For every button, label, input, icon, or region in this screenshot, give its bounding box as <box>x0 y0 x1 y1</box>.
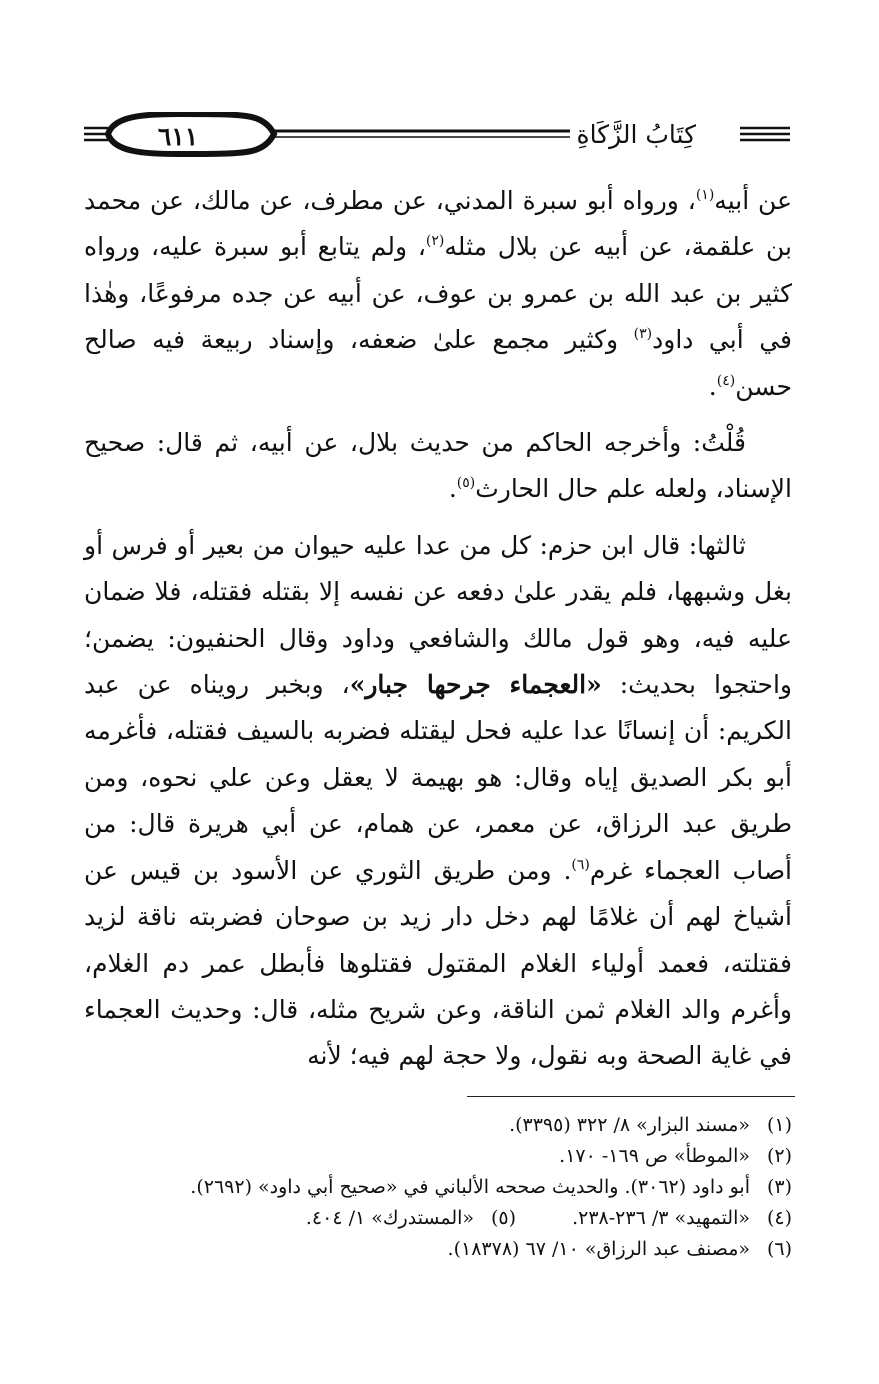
book-title: كِتَابُ الزَّكَاةِ <box>570 118 702 152</box>
text-run: ، ولم يتابع أبو سبرة عليه، ورواه كثير بن عبد الله بن عمرو بن عوف، عن أبيه عن جده مرفوعًا، وهٰذا في أبي داود <box>84 232 792 355</box>
text-run: ، ورواه أبو سبرة المدني، عن مطرف، عن مالك، عن محمد بن علقمة، عن أبيه عن بلال مثله <box>84 186 792 262</box>
footnote-ref-5: (٥) <box>456 475 476 492</box>
footnote-ref-6: (٦) <box>571 856 590 873</box>
text-run: . <box>708 371 717 401</box>
main-text <box>84 178 792 1080</box>
footnote-ref-4: (٤) <box>716 372 736 389</box>
footnote-ref-2: (٢) <box>425 233 445 250</box>
page-number: ٦١١ <box>157 122 199 151</box>
paragraph-1 <box>84 178 792 410</box>
page-header <box>84 112 790 164</box>
footnote-text: «مسند البزار» ٨/ ٣٢٢ (٣٣٩٥). <box>509 1114 750 1136</box>
footnote-3 <box>84 1172 792 1203</box>
hadith-quote: «العجماء جرحها جبار» <box>349 670 602 700</box>
footnote-number: (٢) <box>766 1145 792 1167</box>
footnote-1 <box>84 1110 792 1141</box>
text-run: . <box>448 474 457 504</box>
footnote-text: «التمهيد» ٣/ ٢٣٦-٢٣٨. <box>572 1207 750 1229</box>
footnote-text: «مصنف عبد الرزاق» ١٠/ ٦٧ (١٨٣٧٨). <box>447 1238 750 1260</box>
footnote-number: (١) <box>766 1114 792 1136</box>
footnote-ref-1: (١) <box>695 187 715 203</box>
footnote-divider <box>467 1096 795 1097</box>
text-run: ، وبخبر رويناه عن عبد الكريم: أن إنسانًا عدا عليه فحل ليقتله فضربه بالسيف فقتله، فأغرمه أبو بكر الصديق إياه وقال: هو بهيمة لا يعقل وعن علي نحوه، ومن طريق عبد الرزاق، عن معمر، عن همام، عن أبي هريرة قال: من أصاب العجماء غرم <box>84 670 792 885</box>
footnote-text: «الموطأ» ص ١٦٩- ١٧٠. <box>559 1145 750 1167</box>
paragraph-2 <box>84 420 792 513</box>
footnote-ref-3: (٣) <box>633 326 653 343</box>
text-run: عن أبيه <box>714 186 792 215</box>
footnote-number: (٦) <box>766 1238 792 1260</box>
footnote-4-5 <box>84 1203 792 1234</box>
text-run: ثالثها: قال ابن حزم: كل من عدا عليه حيوان من بعير أو فرس أو بغل وشبهها، فلم يقدر علىٰ دفعه عن نفسه إلا بقتله فقتله، فلا ضمان عليه فيه، وهو قول مالك والشافعي وداود وقال الحنفيون: يضمن؛ واحتجوا بحديث: <box>84 530 792 700</box>
footnote-2 <box>84 1141 792 1172</box>
paragraph-3 <box>84 523 792 1080</box>
footnote-text: «المستدرك» ١/ ٤٠٤. <box>305 1207 475 1229</box>
text-run: قُلْتُ: وأخرجه الحاكم من حديث بلال، عن أبيه، ثم قال: صحيح الإسناد، ولعله علم حال الحارث <box>84 428 792 504</box>
text-run: . ومن طريق الثوري عن الأسود بن قيس عن أشياخ لهم أن غلامًا لهم دخل دار زيد بن صوحان فضربته ناقة لزيد فقتلته، فعمد أولياء الغلام المقتول فقتلوها فأبطل عمر دم الغلام، وأغرم والد الغلام ثمن الناقة، وعن شريح مثله، قال: وحديث العجماء في غاية الصحة وبه نقول، ولا حجة لهم فيه؛ لأنه <box>84 855 792 1071</box>
footnote-number: (٣) <box>766 1176 792 1198</box>
footnote-6 <box>84 1234 792 1265</box>
footnote-number: (٤) <box>766 1207 792 1229</box>
footnotes <box>84 1110 792 1265</box>
footnote-text: أبو داود (٣٠٦٢). والحديث صححه الألباني في «صحيح أبي داود» (٢٦٩٢). <box>190 1176 750 1198</box>
footnote-number: (٥) <box>491 1207 517 1229</box>
text-run: وكثير مجمع علىٰ ضعفه، وإسناد ربيعة فيه صالح حسن <box>84 325 792 401</box>
